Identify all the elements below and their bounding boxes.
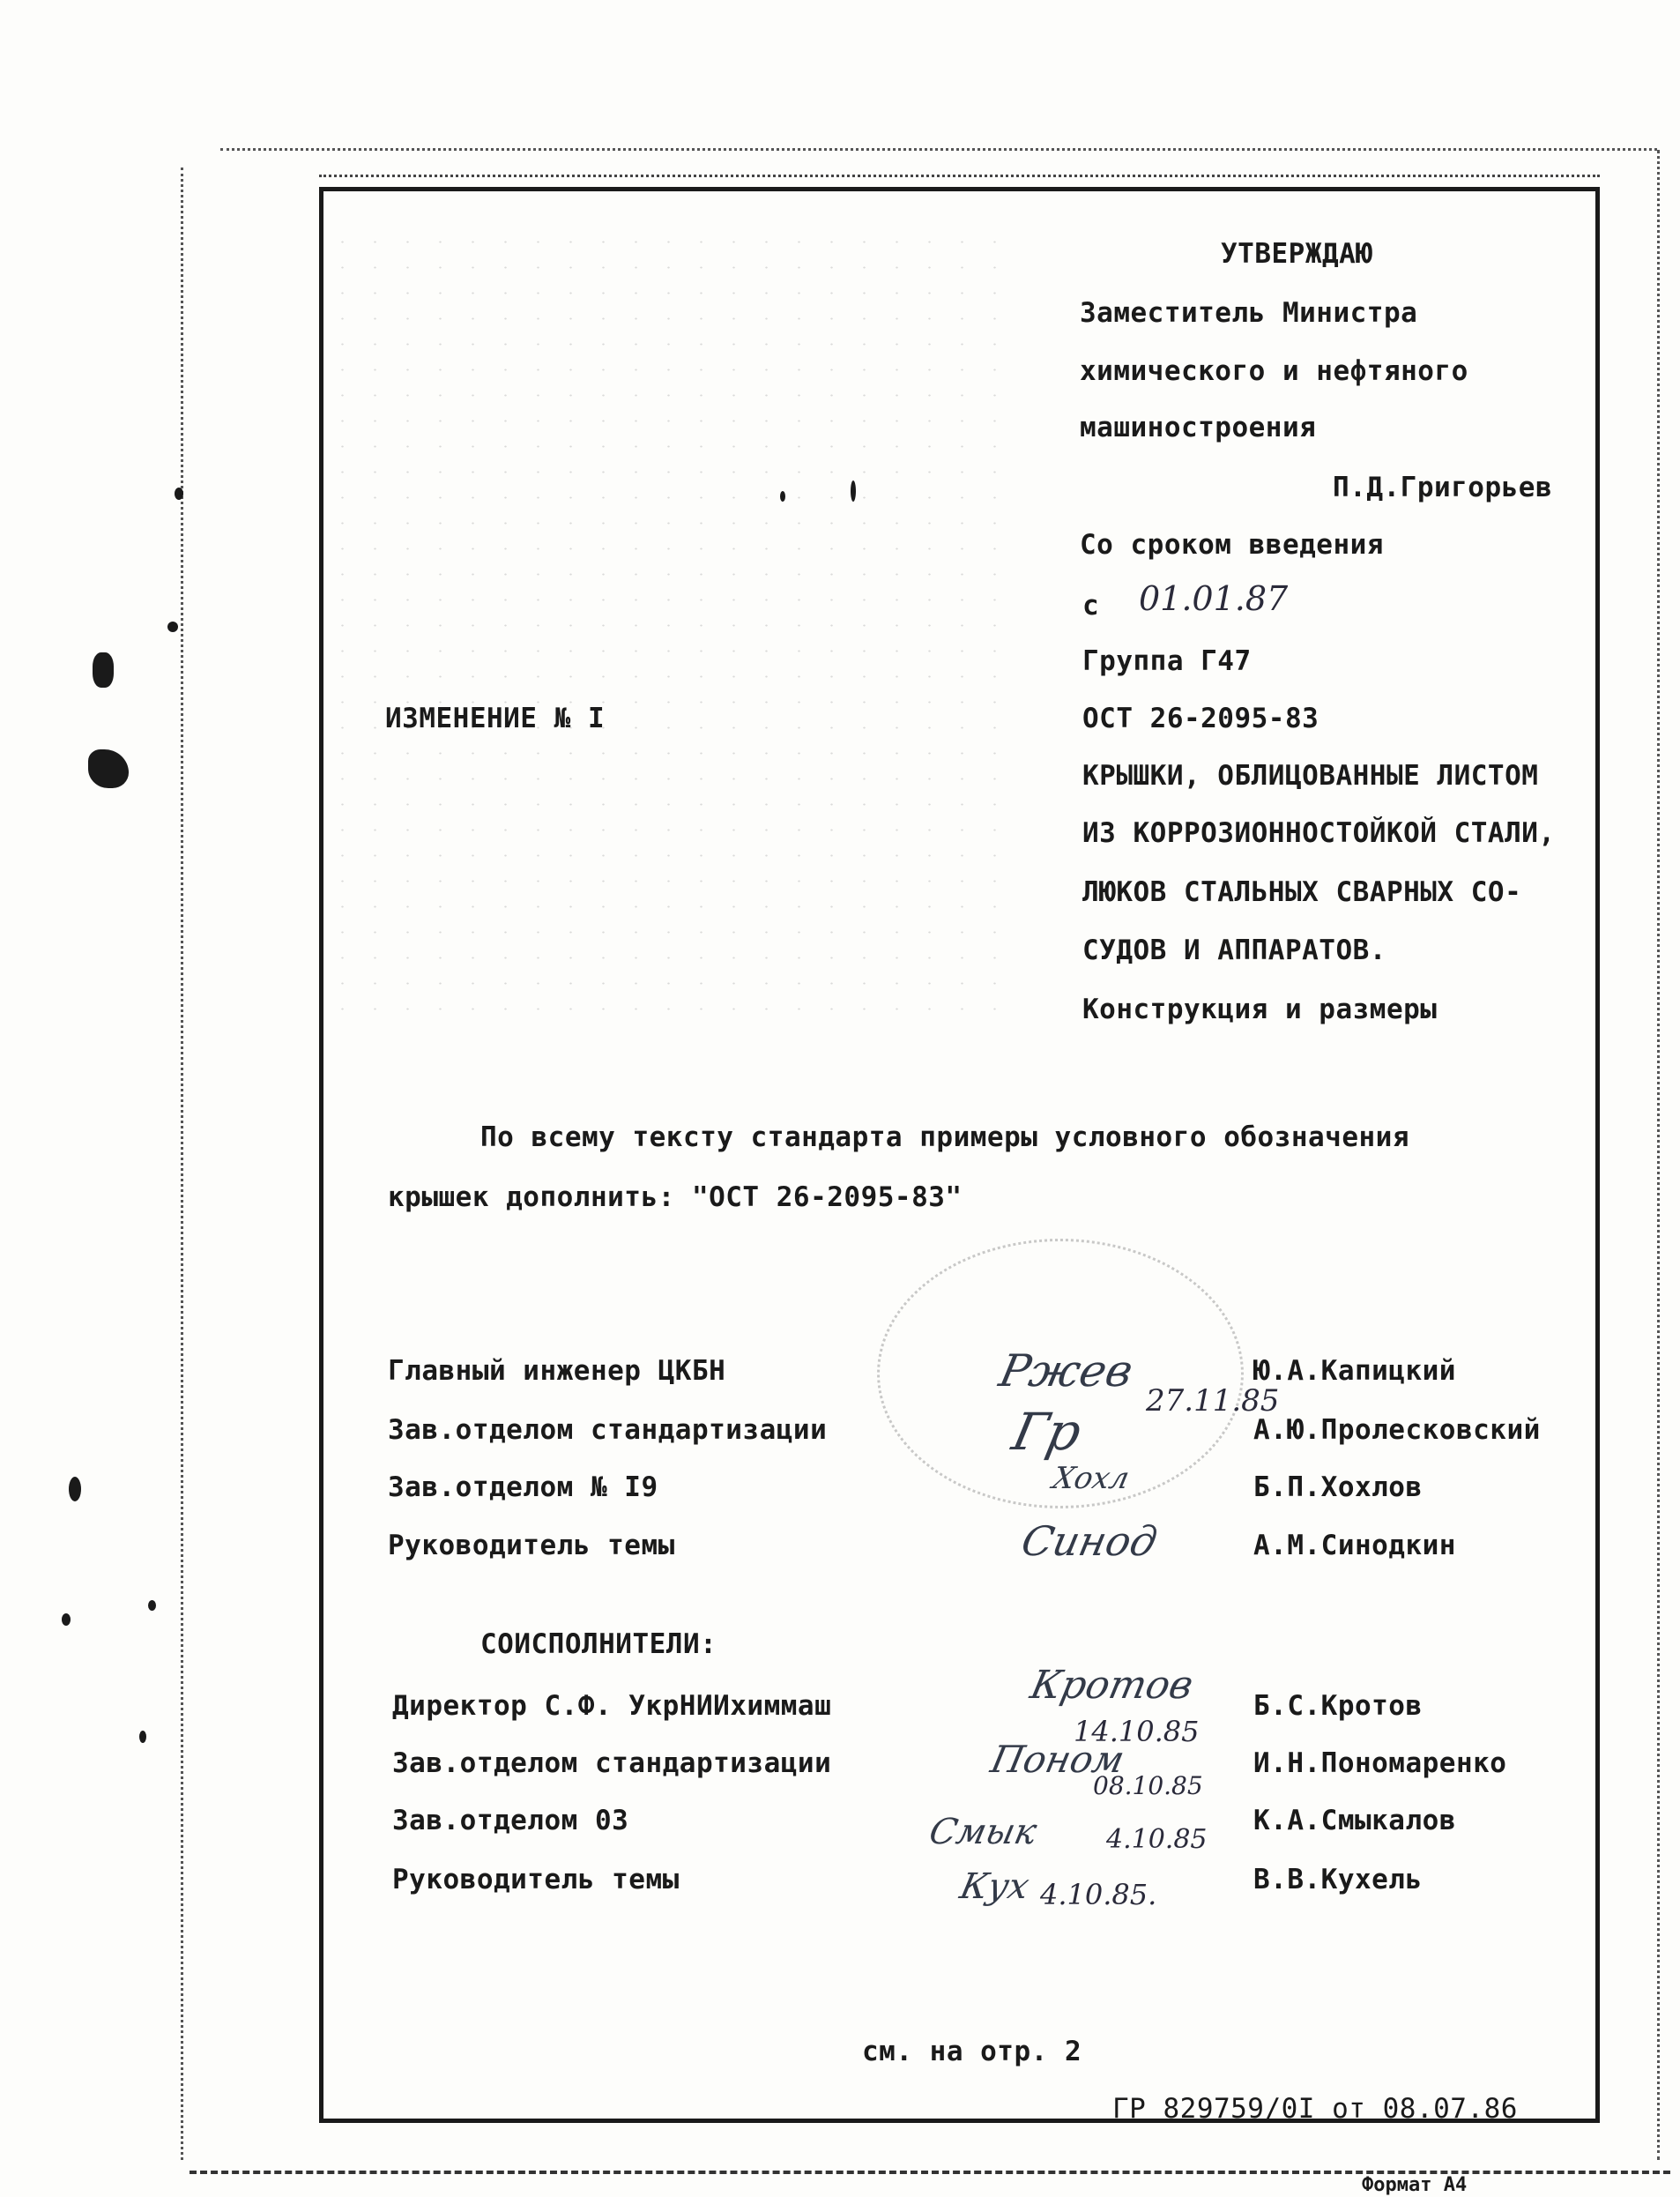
approval-line-1: Заместитель Министра xyxy=(1080,297,1418,329)
scan-speck xyxy=(780,491,785,502)
scan-speck xyxy=(851,480,856,502)
paper-format-label: Формат А4 xyxy=(1362,2174,1468,2196)
co-executors-title: СОИСПОЛНИТЕЛИ: xyxy=(480,1628,717,1660)
scan-speck xyxy=(139,1731,146,1743)
term-label: Со сроком введения xyxy=(1080,529,1384,561)
handwritten-signature-6: Поном xyxy=(986,1738,1129,1781)
scan-speck xyxy=(175,488,183,500)
term-prefix: с xyxy=(1082,590,1100,622)
scan-speck xyxy=(69,1477,81,1501)
handwritten-signature-2: Гр xyxy=(1007,1402,1087,1462)
handwritten-signature-8: Кух xyxy=(956,1866,1033,1907)
title-line-5: Конструкция и размеры xyxy=(1082,994,1438,1025)
co-executor-name-2: И.Н.Пономаренко xyxy=(1253,1747,1507,1779)
signature-role-2: Зав.отделом стандартизации xyxy=(388,1414,828,1446)
standard-number: ОСТ 26-2095-83 xyxy=(1082,703,1319,734)
signature-date-1: 27.11.85 xyxy=(1146,1383,1280,1419)
outer-border-left xyxy=(181,168,183,2160)
scan-speck xyxy=(148,1600,156,1611)
handwritten-signature-4: Синод xyxy=(1017,1517,1162,1565)
group-label: Группа Г47 xyxy=(1082,645,1252,677)
handwritten-signature-1: Ржев xyxy=(994,1345,1138,1396)
frame-top-dots xyxy=(319,175,1600,177)
co-executor-role-4: Руководитель темы xyxy=(392,1864,680,1895)
title-line-2: ИЗ КОРРОЗИОННОСТОЙКОЙ СТАЛИ, xyxy=(1082,817,1556,849)
signature-name-1: Ю.А.Капицкий xyxy=(1253,1355,1456,1387)
approval-title: УТВЕРЖДАЮ xyxy=(1221,238,1373,270)
signature-role-4: Руководитель темы xyxy=(388,1530,675,1561)
signature-role-3: Зав.отделом № I9 xyxy=(388,1471,658,1503)
co-executor-role-2: Зав.отделом стандартизации xyxy=(392,1747,832,1779)
co-executor-name-4: В.В.Кухель xyxy=(1253,1864,1423,1895)
co-executor-name-1: Б.С.Кротов xyxy=(1253,1690,1423,1722)
title-line-4: СУДОВ И АППАРАТОВ. xyxy=(1082,935,1386,966)
scan-speck xyxy=(167,622,178,632)
approval-line-2: химического и нефтяного xyxy=(1080,355,1468,387)
co-executor-role-1: Директор С.Ф. УкрНИИхиммаш xyxy=(392,1690,832,1722)
co-executor-date-1: 14.10.85 xyxy=(1074,1715,1200,1748)
handwritten-signature-5: Кротов xyxy=(1026,1663,1198,1708)
approval-signer: П.Д.Григорьев xyxy=(1333,472,1553,503)
outer-border-top xyxy=(220,148,1657,151)
change-label: ИЗМЕНЕНИЕ № I xyxy=(385,703,606,734)
title-line-1: КРЫШКИ, ОБЛИЦОВАННЫЕ ЛИСТОМ xyxy=(1082,760,1539,792)
registration-number: ГР 829759/0I от 08.07.86 xyxy=(1112,2093,1518,2125)
co-executor-date-2: 08.10.85 xyxy=(1093,1771,1203,1800)
approval-line-3: машиностроения xyxy=(1080,412,1317,443)
body-line-2: крышек дополнить: "ОСТ 26-2095-83" xyxy=(388,1181,963,1213)
signature-name-2: А.Ю.Пролесковский xyxy=(1253,1414,1541,1446)
handwritten-signature-7: Смык xyxy=(925,1812,1041,1852)
co-executor-date-4: 4.10.85. xyxy=(1040,1878,1157,1911)
signature-name-3: Б.П.Хохлов xyxy=(1253,1471,1423,1503)
signature-name-4: А.М.Синодкин xyxy=(1253,1530,1456,1561)
co-executor-role-3: Зав.отделом 03 xyxy=(392,1805,629,1836)
see-page-note: см. на отр. 2 xyxy=(862,2036,1082,2067)
scan-speck xyxy=(62,1613,71,1626)
signature-role-1: Главный инженер ЦКБН xyxy=(388,1355,726,1387)
term-date-handwritten: 01.01.87 xyxy=(1139,579,1289,618)
scan-speck xyxy=(88,749,129,788)
scan-speck xyxy=(93,652,114,688)
co-executor-name-3: К.А.Смыкалов xyxy=(1253,1805,1456,1836)
co-executor-date-3: 4.10.85 xyxy=(1106,1824,1208,1855)
handwritten-signature-3: Хохл xyxy=(1049,1461,1133,1496)
body-line-1: По всему тексту стандарта примеры условного обозначения xyxy=(480,1121,1409,1153)
title-line-3: ЛЮКОВ СТАЛЬНЫХ СВАРНЫХ СО- xyxy=(1082,876,1522,908)
outer-border-right xyxy=(1657,150,1660,2160)
